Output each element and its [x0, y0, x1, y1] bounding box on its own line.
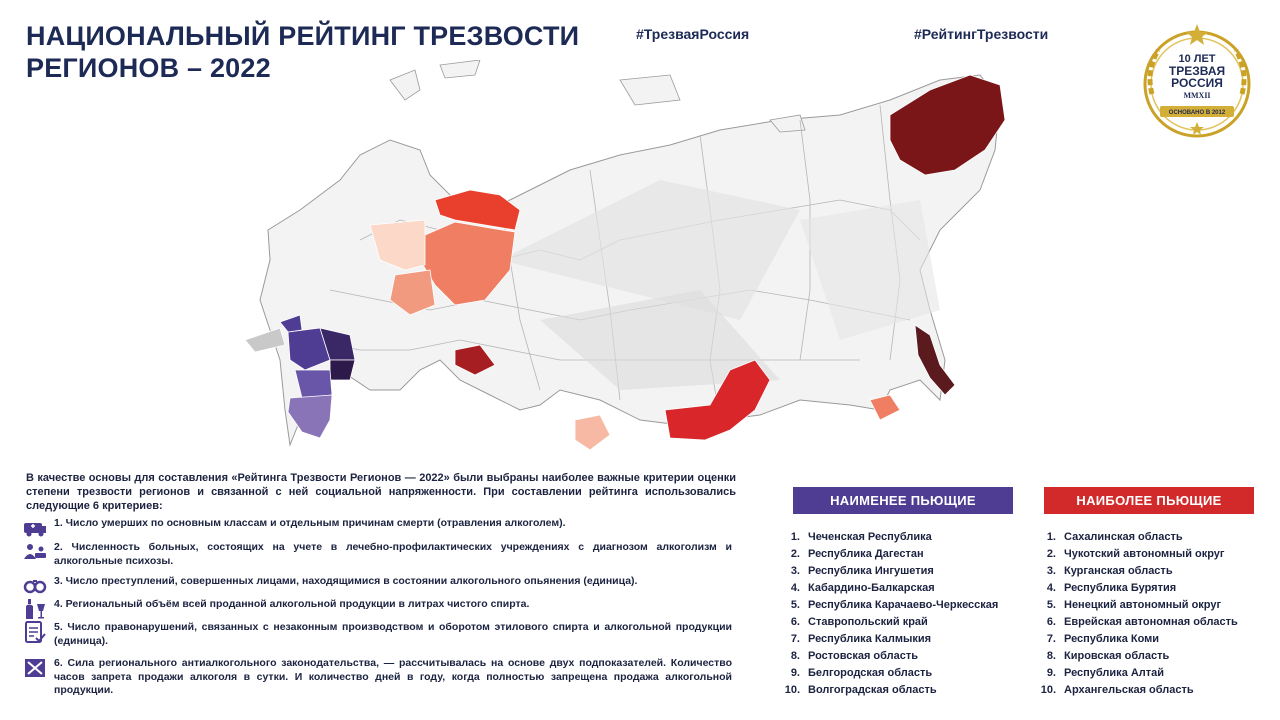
list-item: [1036, 562, 1276, 579]
list-item: [780, 613, 1030, 630]
list-item: [780, 664, 1030, 681]
list-item: [780, 596, 1030, 613]
region-name: Республика Коми: [1064, 632, 1160, 645]
list-item: [1036, 681, 1276, 698]
rank-number: 5.: [790, 598, 800, 611]
rank-number: 9.: [790, 666, 800, 679]
rank-number: 7.: [1046, 632, 1056, 645]
region-name: Республика Карачаево-Черкесская: [808, 598, 999, 611]
rank-number: 1.: [790, 530, 800, 543]
title-line-1: НАЦИОНАЛЬНЫЙ РЕЙТИНГ ТРЕЗВОСТИ: [26, 21, 580, 51]
most-drinking-list: [1036, 528, 1276, 698]
criterion-4-text: 4. Региональный объём всей проданной алкогольной продукции в литрах чистого спирта.: [54, 598, 530, 610]
criterion-6-text: 6. Сила регионального антиалкогольного законодательства, — рассчитывалась на основе двух подпоказателей. Количество часов запрета продажи алкоголя в сутки. И количество дней в году, когда полностью запрещена продажа алкогольной продукции.: [54, 657, 732, 696]
region-name: Белгородская область: [808, 666, 933, 679]
rank-number: 2.: [790, 547, 800, 560]
list-item: [780, 579, 1030, 596]
rating-intro-text: В качестве основы для составления «Рейтинга Трезвости Регионов — 2022» были выбраны наиболее важные критерии оценки степени трезвости регионов и связанной с ней социальной напряженности. При составлении рейтинга использовались следующие 6 критериев:: [26, 472, 736, 512]
region-name: Ставропольский край: [808, 615, 928, 628]
criterion-2-text: 2. Численность больных, состоящих на учете в лечебно-профилактических учреждениях с диагнозом алкоголизм и алкогольные психозы.: [54, 541, 732, 567]
criterion-6: [22, 657, 738, 698]
map-base-russia: [260, 60, 1000, 445]
region-name: Еврейская автономная область: [1064, 615, 1238, 628]
criterion-4: [22, 598, 738, 620]
checklist-icon: [22, 621, 48, 643]
rank-number: 1.: [1046, 530, 1056, 543]
rank-number: 8.: [1046, 649, 1056, 662]
region-name: Волгоградская область: [808, 683, 937, 696]
list-item: [1036, 545, 1276, 562]
rank-number: 4.: [1046, 581, 1056, 594]
rank-number: 5.: [1046, 598, 1056, 611]
region-altai[interactable]: [575, 415, 610, 450]
list-item: [1036, 596, 1276, 613]
badge-line-1: 10 ЛЕТ: [1178, 53, 1216, 65]
hashtag-sober-russia[interactable]: #ТрезваяРоссия: [636, 26, 750, 42]
badge-line-3: РОССИЯ: [1171, 76, 1223, 90]
rank-number: 3.: [1046, 564, 1056, 577]
list-item: [1036, 664, 1276, 681]
list-item: [1036, 630, 1276, 647]
region-name: Республика Ингушетия: [808, 564, 934, 577]
list-item: [780, 528, 1030, 545]
title-line-2: РЕГИОНОВ – 2022: [26, 53, 271, 83]
rank-number: 6.: [790, 615, 800, 628]
region-name: Кировская область: [1064, 649, 1170, 662]
criterion-3: [22, 575, 738, 597]
anniversary-badge-logo: [1138, 22, 1256, 140]
list-item: [1036, 579, 1276, 596]
ambulance-icon: [22, 517, 48, 539]
list-item: [1036, 647, 1276, 664]
region-name: Кабардино-Балкарская: [808, 581, 935, 594]
list-item: [780, 630, 1030, 647]
rank-number: 4.: [790, 581, 800, 594]
region-name: Сахалинская область: [1064, 530, 1183, 543]
hashtag-sobriety-rating[interactable]: #РейтингТрезвости: [914, 26, 1049, 42]
criterion-5-text: 5. Число правонарушений, связанных с незаконным производством и оборотом этилового спирта и алкогольной продукции (единица).: [54, 621, 732, 647]
criterion-2: [22, 541, 738, 568]
rank-number: 10.: [784, 683, 800, 696]
region-name: Республика Алтай: [1064, 666, 1165, 679]
list-item: [780, 562, 1030, 579]
list-item: [1036, 613, 1276, 630]
no-sale-icon: [22, 657, 48, 679]
bottle-glass-icon: [22, 598, 48, 620]
region-name: Ростовская область: [808, 649, 919, 662]
rank-number: 8.: [790, 649, 800, 662]
region-jewish-ao[interactable]: [870, 395, 900, 420]
rank-number: 9.: [1046, 666, 1056, 679]
list-item: [780, 681, 1030, 698]
region-stavropol[interactable]: [295, 370, 332, 398]
badge-ribbon-text: ОСНОВАНО В 2012: [1168, 110, 1226, 116]
list-item: [1036, 528, 1276, 545]
region-name: Ненецкий автономный округ: [1064, 598, 1222, 611]
rank-number: 3.: [790, 564, 800, 577]
criterion-1-text: 1. Число умерших по основным классам и отдельным причинам смерти (отравления алкоголем).: [54, 517, 566, 529]
badge-line-4: MMXII: [1183, 91, 1211, 100]
least-drinking-header: НАИМЕНЕЕ ПЬЮЩИЕ: [793, 487, 1013, 514]
criterion-5: [22, 621, 738, 648]
criterion-3-text: 3. Число преступлений, совершенных лицами, находящимися в состоянии алкогольного опьянения (единица).: [54, 575, 638, 587]
region-name: Чукотский автономный округ: [1064, 547, 1225, 560]
region-name: Курганская область: [1064, 564, 1173, 577]
region-name: Чеченская Республика: [808, 530, 932, 543]
list-item: [780, 545, 1030, 562]
most-drinking-header: НАИБОЛЕЕ ПЬЮЩИЕ: [1044, 487, 1254, 514]
region-name: Республика Калмыкия: [808, 632, 932, 645]
region-name: Республика Бурятия: [1064, 581, 1177, 594]
rank-number: 2.: [1046, 547, 1056, 560]
region-name: Республика Дагестан: [808, 547, 924, 560]
rank-number: 6.: [1046, 615, 1056, 628]
region-name: Архангельская область: [1064, 683, 1194, 696]
handcuffs-icon: [22, 575, 48, 597]
badge-line-2: ТРЕЗВАЯ: [1168, 64, 1226, 78]
russia-regions-map: [240, 60, 1040, 470]
patient-care-icon: [22, 541, 48, 563]
list-item: [780, 647, 1030, 664]
rank-number: 7.: [790, 632, 800, 645]
least-drinking-list: [780, 528, 1030, 698]
criterion-1: [22, 517, 738, 539]
rank-number: 10.: [1040, 683, 1056, 696]
